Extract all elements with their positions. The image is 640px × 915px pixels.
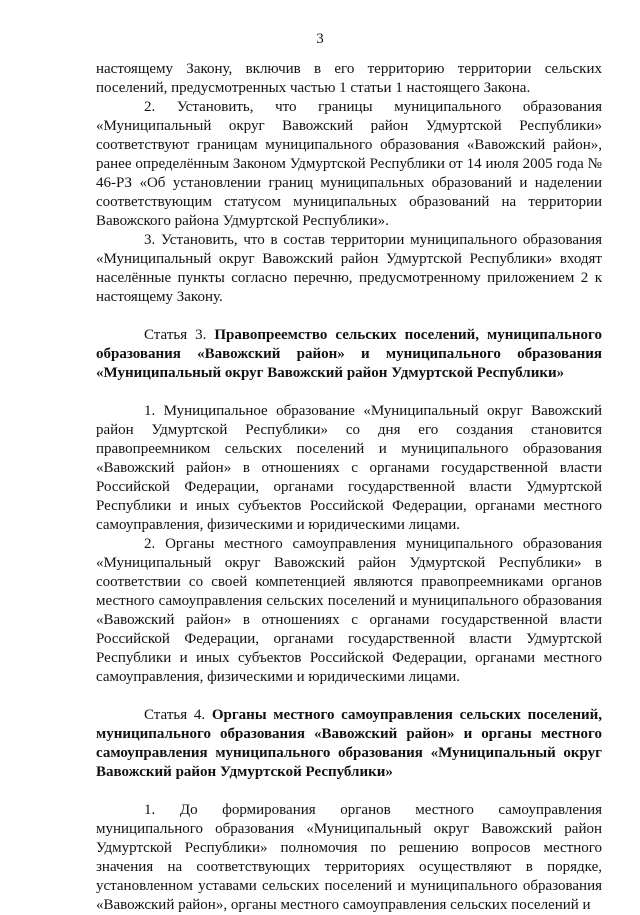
page-number: 3: [316, 31, 324, 47]
article-3-title: Правопреемство сельских поселений, муниципального образования «Вавожский район» и муниципального образования «Муниципальный округ Вавожский район Удмуртской Республики»: [96, 327, 602, 381]
document-body: [96, 60, 602, 915]
paragraph-item-3: 3. Установить, что в состав территории муниципального образования «Муниципальный округ Вавожский район Удмуртской Республики» входят населённые пункты согласно перечню, предусмотренному приложением 2 к настоящему Закону.: [96, 232, 602, 305]
article-4-heading: [96, 706, 602, 782]
article-4-title: Органы местного самоуправления сельских поселений, муниципального образования «Вавожский район» и органы местного самоуправления муниципального образования «Муниципальный округ Вавожский район Удмуртской Республики»: [96, 707, 602, 780]
article-4-paragraph-1: 1. До формирования органов местного самоуправления муниципального образования «Муниципальный округ Вавожский район Удмуртской Республики» полномочия по решению вопросов местного значения на соответствующих территориях осуществляют в порядке, установленном уставами сельских поселений и муниципального образования «Вавожский район», органы местного самоуправления сельских поселений и: [96, 802, 602, 913]
article-3-paragraph-1: 1. Муниципальное образование «Муниципальный округ Вавожский район Удмуртской Республики» со дня его создания становится правопреемником сельских поселений и муниципального образования «Вавожский район» в отношениях с органами государственной власти Российской Федерации, органами государственной власти Удмуртской Республики и иных субъектов Российской Федерации, органами местного самоуправления, физическими и юридическими лицами.: [96, 403, 602, 533]
article-3-label: Статья 3.: [144, 327, 207, 343]
article-4-label: Статья 4.: [144, 707, 206, 723]
article-3-paragraph-2: 2. Органы местного самоуправления муниципального образования «Муниципальный округ Вавожский район Удмуртской Республики» в соответствии со своей компетенцией являются правопреемниками органов местного самоуправления сельских поселений и муниципального образования «Вавожский район» в отношениях с органами государственной власти Российской Федерации, органами государственной власти Удмуртской Республики и иных субъектов Российской Федерации, органами местного самоуправления, физическими и юридическими лицами.: [96, 536, 602, 685]
article-3-heading: [96, 326, 602, 383]
paragraph-item-2: 2. Установить, что границы муниципального образования «Муниципальный округ Вавожский район Удмуртской Республики» соответствуют границам муниципального образования «Вавожский район», ранее определённым Законом Удмуртской Республики от 14 июля 2005 года № 46-РЗ «Об установлении границ муниципальных образований и наделении соответствующим статусом муниципальных образований на территории Вавожского района Удмуртской Республики».: [96, 99, 602, 229]
paragraph-continuation: настоящему Закону, включив в его территорию территории сельских поселений, предусмотренных частью 1 статьи 1 настоящего Закона.: [96, 61, 602, 96]
